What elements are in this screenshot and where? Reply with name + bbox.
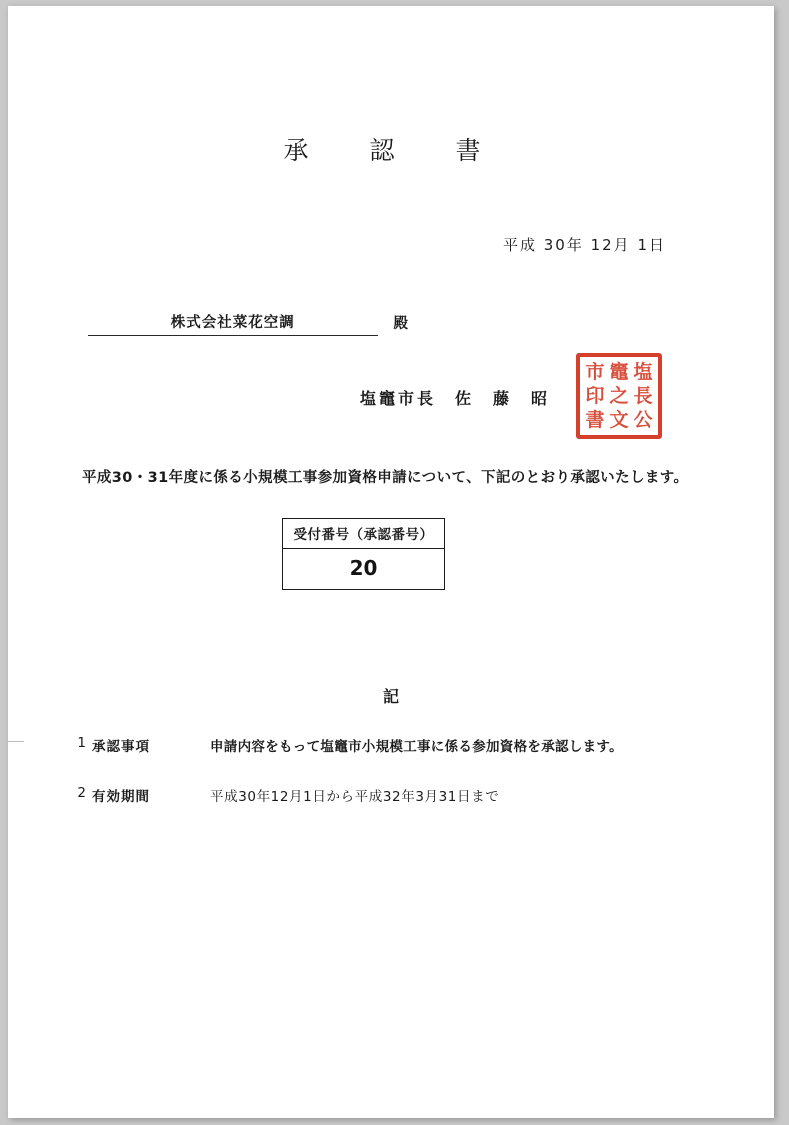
seal-char: 書 (585, 408, 605, 431)
document-page (8, 6, 774, 1118)
list-item (72, 785, 732, 805)
signer-name: 塩竈市長 佐 藤 昭 (360, 389, 551, 408)
addressee-suffix: 殿 (393, 316, 408, 332)
receipt-number-value: 20 (349, 556, 378, 580)
receipt-number-header: 受付番号（承認番号） (283, 519, 444, 549)
scan-edge-artifact (8, 741, 24, 742)
list-item (72, 735, 732, 755)
official-seal-characters (583, 360, 655, 432)
receipt-number-table (282, 518, 445, 590)
item-number: 1 (77, 735, 86, 751)
item-text: 平成30年12月1日から平成32年3月31日まで (210, 789, 500, 805)
body-statement: 平成30・31年度に係る小規模工事参加資格申請について、下記のとおり承認いたします。 (82, 470, 689, 486)
seal-char: 公 (633, 408, 653, 431)
addressee (88, 311, 408, 336)
item-number: 2 (77, 785, 86, 801)
seal-char: 市 (585, 360, 605, 383)
seal-char: 長 (633, 384, 653, 407)
seal-char: 文 (609, 408, 629, 431)
item-label: 承認事項 (92, 739, 150, 755)
item-label: 有効期間 (92, 789, 150, 805)
item-text: 申請内容をもって塩竈市小規模工事に係る参加資格を承認します。 (210, 739, 623, 755)
addressee-name: 株式会社菜花空調 (88, 311, 378, 336)
ki-label: 記 (382, 687, 399, 706)
seal-char: 塩 (633, 360, 653, 383)
seal-char: 之 (609, 384, 629, 407)
page-title: 承 認 書 (283, 136, 499, 165)
seal-char: 竈 (609, 360, 629, 383)
document-date: 平成 30年 12月 1日 (502, 236, 666, 254)
seal-char: 印 (585, 384, 605, 407)
official-seal-icon (576, 353, 662, 439)
